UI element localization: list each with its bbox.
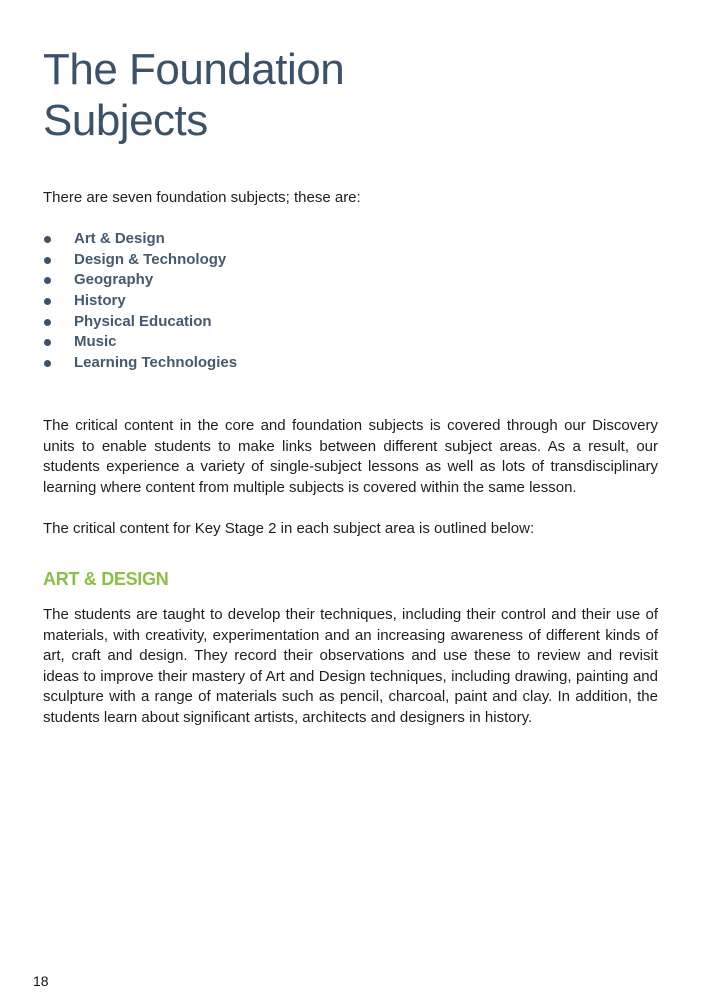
bullet-icon (44, 360, 51, 367)
subject-label: Design & Technology (74, 250, 227, 268)
list-item (43, 291, 237, 312)
list-item (43, 229, 237, 250)
bullet-icon (44, 236, 51, 243)
bullet-icon (44, 298, 51, 305)
subject-label: Music (74, 333, 117, 351)
bullet-icon (44, 257, 51, 264)
key-stage-paragraph: The critical content for Key Stage 2 in each subject area is outlined below: (43, 520, 535, 537)
subject-label: Art & Design (74, 230, 165, 247)
bullet-icon (44, 319, 51, 326)
bullet-icon (44, 277, 51, 284)
subject-label: Geography (74, 271, 154, 289)
art-design-paragraph: The students are taught to develop their techniques, including their control and their use of materials, with creativity, experimentation and an increasing awareness of different kinds of art, craft and design. They record their observations and use these to review and revisit ideas to improve their mastery of Art and Design techniques, including drawing, painting and sculpture with a range of materials such as pencil, charcoal, paint and clay. In addition, the students learn about significant artists, architects and designers in history. (43, 606, 658, 726)
bullet-icon (44, 339, 51, 346)
subject-label: Learning Technologies (74, 354, 238, 372)
list-item (43, 332, 237, 353)
page-number: 18 (33, 973, 49, 989)
intro-text: There are seven foundation subjects; these are: (43, 189, 361, 206)
list-item (43, 312, 237, 333)
section-heading-art-design: ART & DESIGN (43, 569, 169, 589)
foundation-subjects-list (43, 229, 237, 374)
subject-label: History (74, 292, 126, 310)
list-item (43, 250, 237, 271)
page-title: The Foundation Subjects (43, 45, 345, 145)
list-item (43, 353, 237, 374)
subject-label: Physical Education (74, 312, 212, 330)
discovery-paragraph: The critical content in the core and foundation subjects is covered through our Discovery units to enable students to make links between different subject areas. As a result, our students experience a variety of single-subject lessons as well as lots of transdisciplinary learning where content from multiple subjects is covered within the same lesson. (43, 417, 658, 496)
list-item (43, 270, 237, 291)
